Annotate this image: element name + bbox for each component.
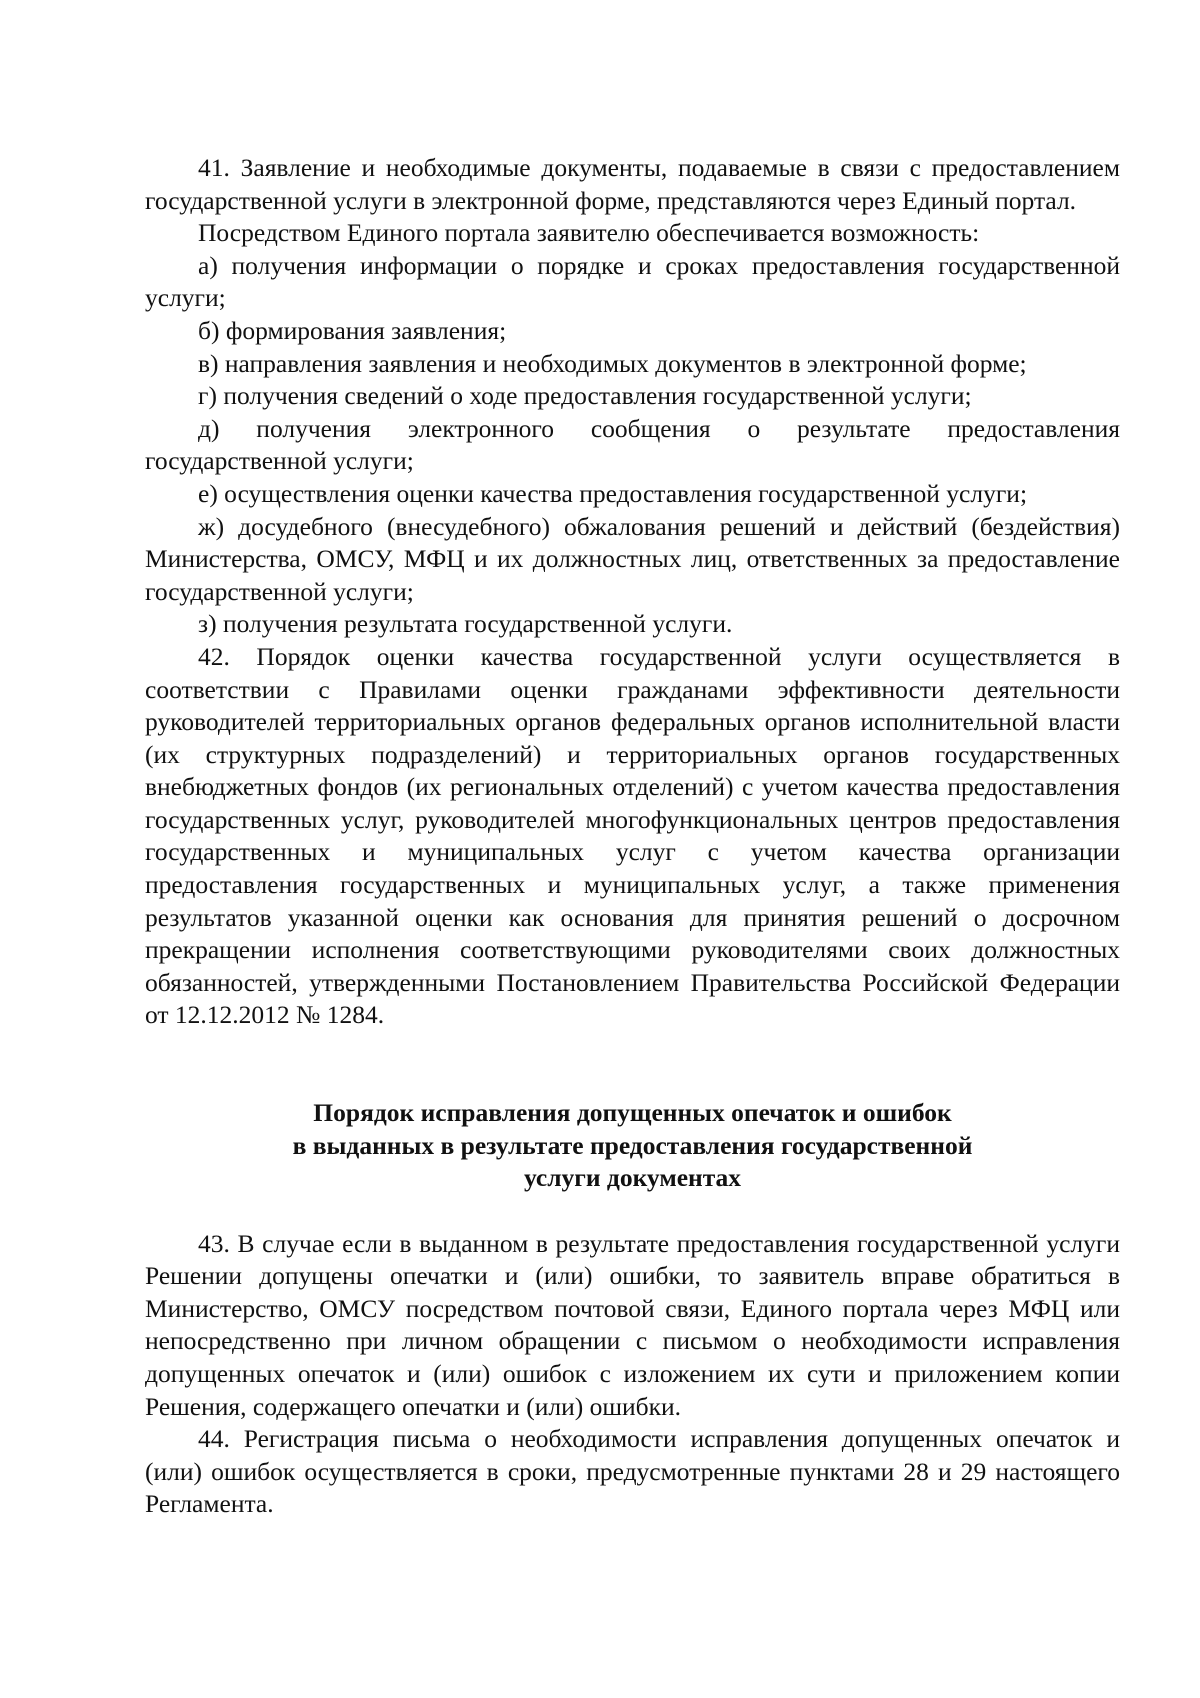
paragraph-42: 42. Порядок оценки качества государственной услуги осуществляется в соответствии с Правилами оценки гражданами эффективности деятельности руководителей территориальных органов федеральных органов исполнительной власти (их структурных подразделений) и территориальных органов государственных внебюджетных фондов (их региональных отделений) с учетом качества предоставления государственных услуг, руководителей многофункциональных центров предоставления государственных и муниципальных услуг с учетом качества организации предоставления государственных и муниципальных услуг, а также применения результатов указанной оценки как основания для принятия решений о досрочном прекращении исполнения соответствующими руководителями своих должностных обязанностей, утвержденными Постановлением Правительства Российской Федерации от 12.12.2012 № 1284. <box>145 641 1120 1030</box>
section-heading-line: Порядок исправления допущенных опечаток и ошибок <box>313 1098 952 1128</box>
list-item-zh: ж) досудебного (внесудебного) обжалования решений и действий (бездействия) Министерства, ОМСУ, МФЦ и их должностных лиц, ответственных за предоставление государственной услуги; <box>145 511 1120 606</box>
spacer <box>145 1032 1120 1065</box>
list-item-a: а) получения информации о порядке и сроках предоставления государственной услуги; <box>145 250 1120 313</box>
paragraph-44: 44. Регистрация письма о необходимости исправления допущенных опечаток и (или) ошибок осуществляется в сроки, предусмотренные пунктами 28 и 29 настоящего Регламента. <box>145 1424 1120 1519</box>
spacer <box>145 1065 1120 1098</box>
paragraph-43: 43. В случае если в выданном в результате предоставления государственной услуги Решении допущены опечатки и (или) ошибки, то заявитель вправе обратиться в Министерство, ОМСУ посредством почтовой связи, Единого портала через МФЦ или непосредственно при личном обращении с письмом о необходимости исправления допущенных опечаток и (или) ошибок с изложением их сути и приложением копии Решения, содержащего опечатки и (или) ошибки. <box>145 1228 1120 1421</box>
section-heading-line: в выданных в результате предоставления государственной <box>292 1130 973 1160</box>
list-item-b: б) формирования заявления; <box>198 315 507 345</box>
paragraph-portal-intro: Посредством Единого портала заявителю обеспечивается возможность: <box>198 218 980 248</box>
list-item-v: в) направления заявления и необходимых документов в электронной форме; <box>198 348 1027 378</box>
list-item-e: е) осуществления оценки качества предоставления государственной услуги; <box>198 478 1028 508</box>
section-heading-line: услуги документах <box>523 1163 742 1193</box>
section-heading <box>145 1097 1120 1195</box>
spacer <box>145 1195 1120 1228</box>
paragraph-41: 41. Заявление и необходимые документы, подаваемые в связи с предоставлением государственной услуги в электронной форме, представляются через Единый портал. <box>145 153 1120 215</box>
list-item-z: з) получения результата государственной услуги. <box>198 609 733 639</box>
list-item-d: д) получения электронного сообщения о результате предоставления государственной услуги; <box>145 413 1120 476</box>
list-item-g: г) получения сведений о ходе предоставления государственной услуги; <box>198 381 972 411</box>
document-body <box>145 152 1120 1521</box>
